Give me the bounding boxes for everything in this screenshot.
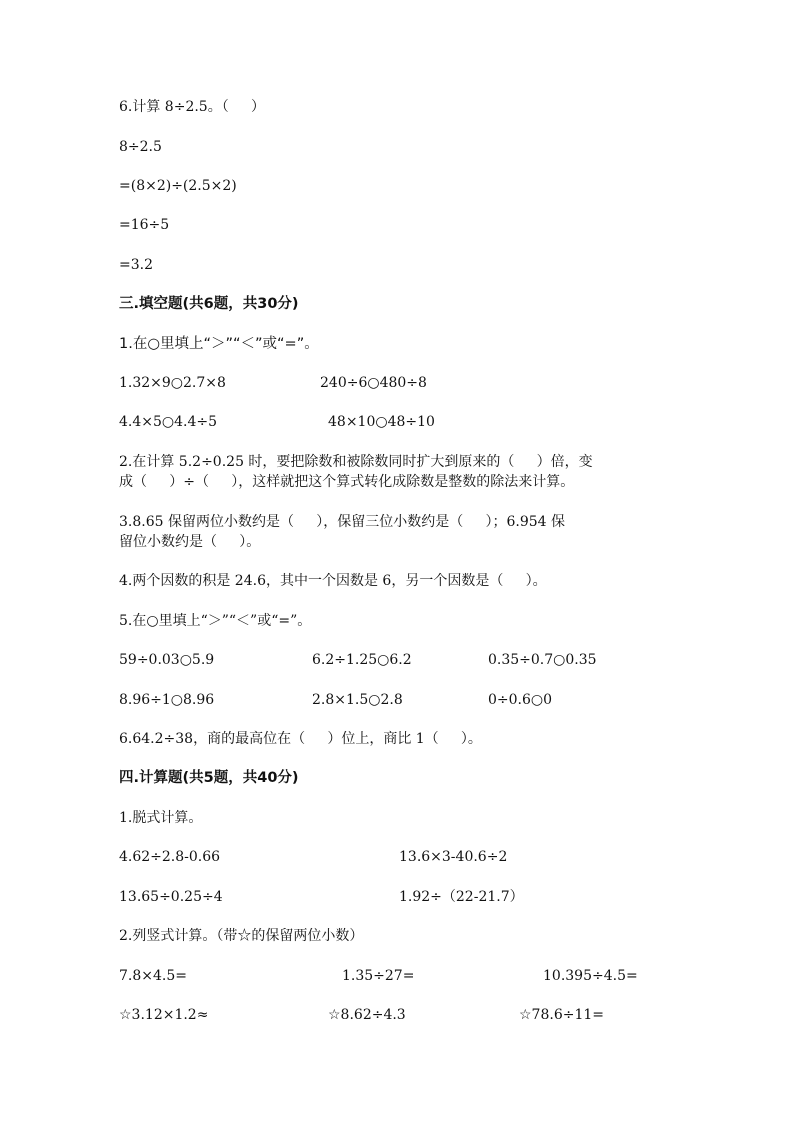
s3-q1-item: 48×10○48÷10	[328, 414, 435, 430]
calc-step-1: 8÷2.5	[119, 139, 162, 155]
question-6-prompt: 6.计算 8÷2.5。（ ）	[119, 99, 265, 115]
s3-q5-item: 6.2÷1.25○6.2	[312, 652, 412, 668]
s3-q1-item: 1.32×9○2.7×8	[119, 375, 226, 391]
s3-q5-item: 0.35÷0.7○0.35	[488, 652, 597, 668]
s4-q1-item: 13.65÷0.25÷4	[119, 889, 223, 905]
s3-q4: 4.两个因数的积是 24.6，其中一个因数是 6，另一个因数是（ ）。	[119, 573, 547, 589]
s3-q5-item: 0÷0.6○0	[488, 692, 553, 708]
s3-q1-prompt: 1.在○里填上“＞”“＜”或“=”。	[119, 336, 319, 352]
calc-step-2: =(8×2)÷(2.5×2)	[119, 178, 237, 194]
s4-q1-item: 13.6×3-40.6÷2	[399, 849, 508, 865]
calc-step-4: =3.2	[119, 257, 153, 273]
calc-step-3: =16÷5	[119, 217, 170, 233]
s3-q1-item: 4.4×5○4.4÷5	[119, 414, 218, 430]
s3-q6: 6.64.2÷38，商的最高位在（ ）位上，商比 1（ ）。	[119, 731, 482, 747]
s3-q3-line1: 3.8.65 保留两位小数约是（ ），保留三位小数约是（ ）；6.954 保	[119, 514, 566, 530]
s3-q5-item: 8.96÷1○8.96	[119, 692, 215, 708]
section-4-heading: 四.计算题(共5题，共40分)	[119, 770, 299, 786]
s4-q2-prompt: 2.列竖式计算。（带☆的保留两位小数）	[119, 928, 364, 944]
s3-q5-prompt: 5.在○里填上“＞”“＜”或“=”。	[119, 613, 312, 629]
s4-q2-item: 7.8×4.5=	[119, 968, 187, 984]
s3-q2-line2: 成（ ）÷（ ），这样就把这个算式转化成除数是整数的除法来计算。	[119, 474, 575, 490]
s4-q2-item: 10.395÷4.5=	[543, 968, 638, 984]
s4-q1-item: 1.92÷（22-21.7）	[399, 889, 524, 905]
s3-q5-item: 2.8×1.5○2.8	[312, 692, 403, 708]
s4-q2-item: ☆3.12×1.2≈	[119, 1007, 209, 1023]
s3-q1-item: 240÷6○480÷8	[320, 375, 427, 391]
s4-q2-item: ☆8.62÷4.3	[328, 1007, 406, 1023]
s4-q2-item: 1.35÷27=	[342, 968, 415, 984]
section-3-heading: 三.填空题(共6题，共30分)	[119, 296, 299, 312]
s3-q2-line1: 2.在计算 5.2÷0.25 时，要把除数和被除数同时扩大到原来的（ ）倍，变	[119, 454, 593, 470]
s4-q2-item: ☆78.6÷11=	[519, 1007, 604, 1023]
s4-q1-item: 4.62÷2.8-0.66	[119, 849, 221, 865]
s3-q5-item: 59÷0.03○5.9	[119, 652, 215, 668]
s3-q3-line2: 留位小数约是（ ）。	[119, 534, 261, 550]
s4-q1-prompt: 1.脱式计算。	[119, 810, 203, 826]
